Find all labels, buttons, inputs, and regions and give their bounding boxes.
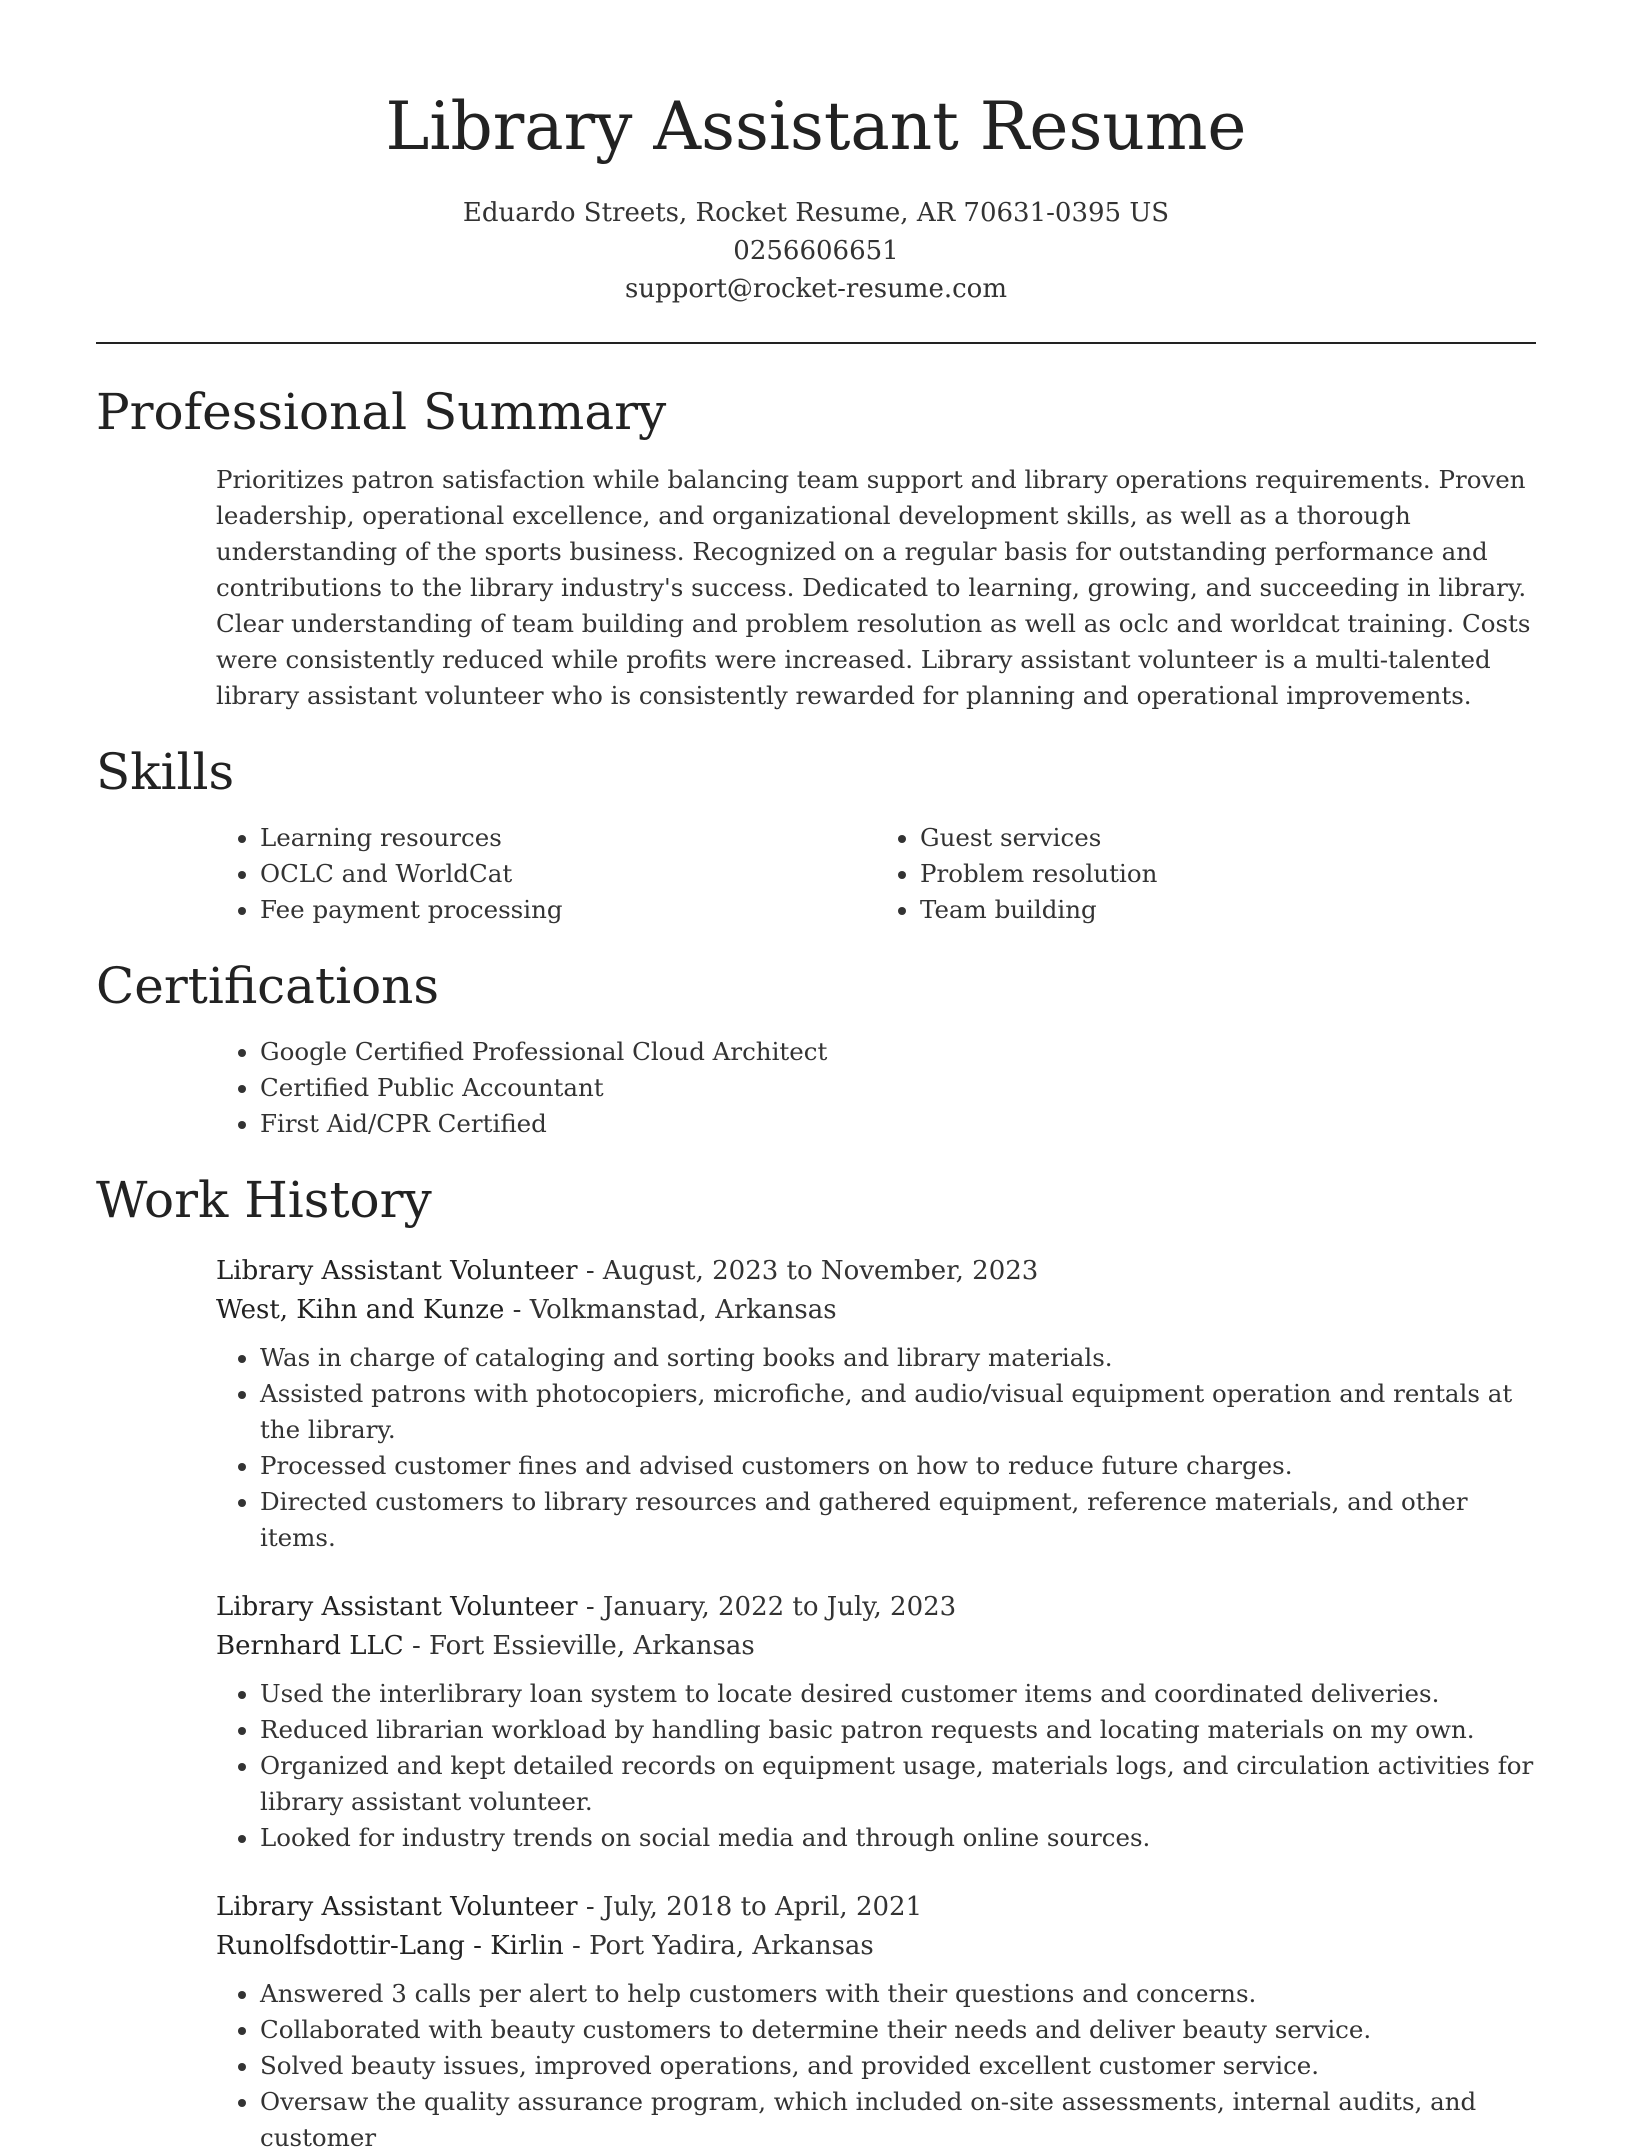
job-company-line: West, Kihn and Kunze - Volkmanstad, Arkansas	[216, 1295, 837, 1325]
skill-item: • OCLC and WorldCat	[260, 856, 876, 892]
summary-heading: Professional Summary	[96, 383, 667, 441]
job-bullets	[216, 1340, 1536, 1556]
job-title-line: Library Assistant Volunteer - August, 2023 to November, 2023	[216, 1256, 1039, 1286]
job-bullet: • Used the interlibrary loan system to locate desired customer items and coordinated deliveries.	[260, 1676, 1536, 1712]
skill-item: • Fee payment processing	[260, 892, 876, 928]
email-line: support@rocket-resume.com	[624, 274, 1007, 304]
resume-header	[0, 0, 1632, 308]
phone-line: 0256606651	[733, 236, 899, 266]
job-company: Runolfsdottir-Lang - Kirlin	[216, 1931, 564, 1961]
skills-list-right	[876, 820, 1536, 928]
job-bullet: • Collaborated with beauty customers to determine their needs and deliver beauty service.	[260, 2012, 1536, 2048]
job-title-line: Library Assistant Volunteer - January, 2022 to July, 2023	[216, 1592, 957, 1622]
job-entry	[216, 1252, 1536, 1556]
certification-item: • Certified Public Accountant	[260, 1070, 1536, 1106]
certifications-list	[216, 1034, 1536, 1142]
job-bullet: • Was in charge of cataloging and sorting books and library materials.	[260, 1340, 1536, 1376]
job-bullet: • Reduced librarian workload by handling basic patron requests and locating materials on my own.	[260, 1712, 1536, 1748]
job-title: Library Assistant Volunteer	[216, 1256, 578, 1286]
address-line: Eduardo Streets, Rocket Resume, AR 70631-0395 US	[462, 198, 1170, 228]
skills-section	[96, 732, 1536, 928]
summary-section	[96, 372, 1536, 714]
job-entry	[216, 1888, 1536, 2156]
job-bullet: • Solved beauty issues, improved operations, and provided excellent customer service.	[260, 2048, 1536, 2084]
job-bullet: • Oversaw the quality assurance program, which included on-site assessments, internal audits, and customer	[260, 2084, 1536, 2156]
certifications-heading: Certifications	[96, 957, 440, 1015]
job-bullet: • Processed customer fines and advised customers on how to reduce future charges.	[260, 1448, 1536, 1484]
job-bullet: • Answered 3 calls per alert to help customers with their questions and concerns.	[260, 1976, 1536, 2012]
job-bullets	[216, 1676, 1536, 1856]
summary-text: Prioritizes patron satisfaction while balancing team support and library operations requirements. Proven leadership, operational excellence, and organizational development skills, as well as a thorough understanding of the sports business. Recognized on a regular basis for outstanding performance and contributions to the library industry's success. Dedicated to learning, growing, and succeeding in library. Clear understanding of team building and problem resolution as well as oclc and worldcat training. Costs were consistently reduced while profits were increased. Library assistant volunteer is a multi-talented library assistant volunteer who is consistently rewarded for planning and operational improvements.	[216, 465, 1531, 710]
resume-title: Library Assistant Resume	[385, 88, 1247, 165]
skill-item: • Learning resources	[260, 820, 876, 856]
skill-item: • Guest services	[920, 820, 1536, 856]
skills-columns	[216, 820, 1536, 928]
skill-item: • Problem resolution	[920, 856, 1536, 892]
certifications-section	[96, 946, 1536, 1142]
work-history-heading: Work History	[96, 1171, 432, 1229]
skills-list-left	[216, 820, 876, 928]
job-title: Library Assistant Volunteer	[216, 1892, 578, 1922]
skill-item: • Team building	[920, 892, 1536, 928]
header-divider	[96, 342, 1536, 344]
work-history-section	[96, 1160, 1536, 2156]
certification-item: • Google Certified Professional Cloud Architect	[260, 1034, 1536, 1070]
job-company-line: Runolfsdottir-Lang - Kirlin - Port Yadira, Arkansas	[216, 1931, 874, 1961]
job-company: Bernhard LLC	[216, 1631, 404, 1661]
job-company-line: Bernhard LLC - Fort Essieville, Arkansas	[216, 1631, 755, 1661]
job-bullet: • Assisted patrons with photocopiers, microfiche, and audio/visual equipment operation and rentals at the library.	[260, 1376, 1536, 1448]
skills-heading: Skills	[96, 743, 235, 801]
job-title: Library Assistant Volunteer	[216, 1592, 578, 1622]
job-company: West, Kihn and Kunze	[216, 1295, 505, 1325]
job-location: Port Yadira, Arkansas	[589, 1931, 874, 1961]
job-dates: July, 2018 to April, 2021	[602, 1892, 923, 1922]
job-bullet: • Organized and kept detailed records on equipment usage, materials logs, and circulation activities for library assistant volunteer.	[260, 1748, 1536, 1820]
job-location: Volkmanstad, Arkansas	[529, 1295, 837, 1325]
job-bullet: • Directed customers to library resources and gathered equipment, reference materials, and other items.	[260, 1484, 1536, 1556]
certifications-block	[216, 1034, 1536, 1142]
job-dates: August, 2023 to November, 2023	[602, 1256, 1039, 1286]
job-bullets	[216, 1976, 1536, 2156]
job-entry	[216, 1588, 1536, 1856]
contact-block	[0, 194, 1632, 308]
resume-body	[96, 372, 1536, 2156]
job-dates: January, 2022 to July, 2023	[602, 1592, 957, 1622]
certification-item: • First Aid/CPR Certified	[260, 1106, 1536, 1142]
job-title-line: Library Assistant Volunteer - July, 2018 to April, 2021	[216, 1892, 923, 1922]
job-location: Fort Essieville, Arkansas	[429, 1631, 755, 1661]
job-bullet: • Looked for industry trends on social media and through online sources.	[260, 1820, 1536, 1856]
